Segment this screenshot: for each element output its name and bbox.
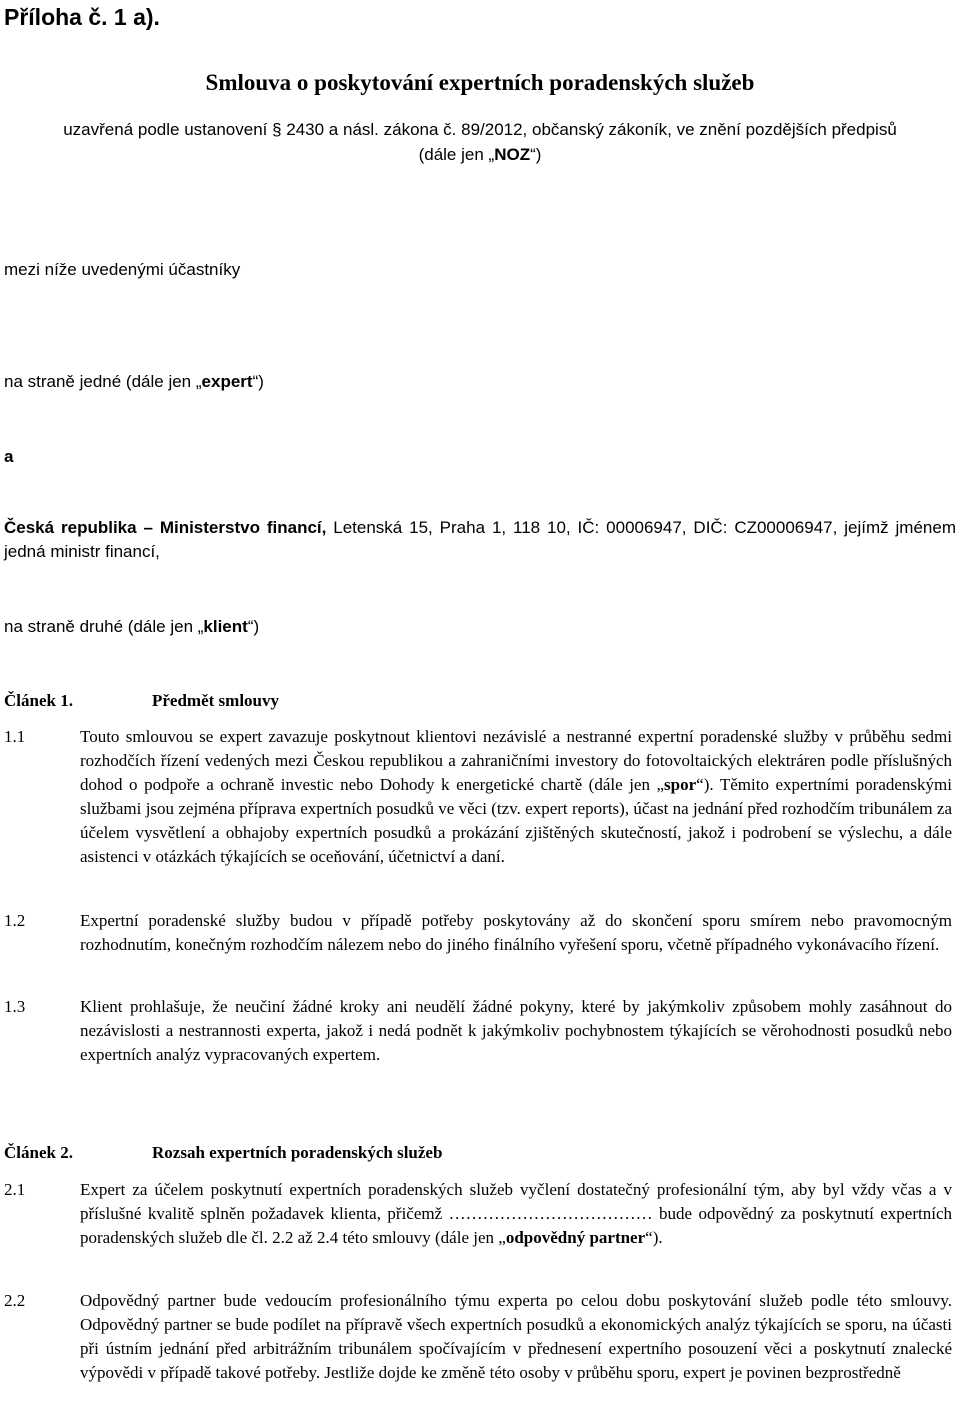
clause-number: 1.2: [4, 911, 26, 930]
clause-number: 2.1: [4, 1180, 26, 1199]
subtitle-line-2: (dále jen „NOZ“): [418, 145, 542, 164]
clause-1-1-text: Touto smlouvou se expert zavazuje poskytnout klientovi nezávislé a nestranné expertní poradenské služby v průběhu sedmi rozhodčích řízení vedených mezi Českou republikou a zahraničními investory do fotovoltaických elektráren podle příslušných dohod o podpoře a ochraně investic nebo Dohody k energetické chartě (dále jen „spor“). Těmito expertními poradenskými službami jsou zejména příprava expertních posudků ve věci (tzv. expert reports), účast na jednání před rozhodčím tribunálem za účelem vysvětlení a obhajoby expertních posudků a prokázání zjištěných skutečností, jakož i podrobení se výslechu, a dále asistenci v otázkách týkajících se oceňování, účetnictví a daní.: [80, 727, 952, 866]
conjunction-and: a: [4, 447, 14, 466]
party-expert: na straně jedné (dále jen „expert“): [4, 372, 264, 391]
clause-number: 1.3: [4, 997, 26, 1016]
party-client-details: Česká republika – Ministerstvo financí, Letenská 15, Praha 1, 118 10, IČ: 00006947, DIČ: CZ00006947, jejímž jménem jedná ministr financí,: [4, 518, 956, 561]
annex-label: Příloha č. 1 a).: [4, 4, 160, 30]
article-1-heading: Předmět smlouvy: [152, 691, 280, 710]
clause-number: 2.2: [4, 1291, 26, 1310]
contract-title: Smlouva o poskytování expertních poradenských služeb: [205, 70, 755, 95]
article-2-heading: Rozsah expertních poradenských služeb: [152, 1143, 443, 1162]
article-2-label: Článek 2.: [4, 1143, 73, 1162]
article-1-label: Článek 1.: [4, 691, 73, 710]
clause-2-1-text: Expert za účelem poskytnutí expertních poradenských služeb vyčlení dostatečný profesionální tým, aby byl vždy včas a v příslušné kvalitě splněn požadavek klienta, přičemž ……………………………… bude odpovědný za poskytnutí expertních poradenských služeb dle čl. 2.2 až 2.4 této smlouvy (dále jen „odpovědný partner“).: [80, 1180, 952, 1247]
subtitle-line-1: uzavřená podle ustanovení § 2430 a násl. zákona č. 89/2012, občanský zákoník, ve znění pozdějších předpisů: [63, 120, 897, 139]
parties-intro: mezi níže uvedenými účastníky: [4, 260, 241, 279]
party-client-role: na straně druhé (dále jen „klient“): [4, 617, 260, 636]
clause-1-3-text: Klient prohlašuje, že neučiní žádné kroky ani neudělí žádné pokyny, které by jakýmkoliv způsobem mohly zasáhnout do nezávislosti a nestrannosti experta, jakož i nedá podnět k jakýmkoliv pochybnostem týkajících se věrohodnosti posudků nebo expertních analýz vypracovaných expertem.: [80, 997, 952, 1064]
clause-2-2-text: Odpovědný partner bude vedoucím profesionálního týmu experta po celou dobu poskytování služeb podle této smlouvy. Odpovědný partner se bude podílet na přípravě všech expertních posudků a ekonomických analýz týkajících se sporu, na účasti při ústním jednání před arbitrážním tribunálem spočívajícím v přednesení expertního posouzení věci a poskytnutí znalecké výpovědi v případě takové potřeby. Jestliže dojde ke změně této osoby v průběhu sporu, expert je povinen bezprostředně: [80, 1291, 952, 1382]
clause-1-2-text: Expertní poradenské služby budou v případě potřeby poskytovány až do skončení sporu smírem nebo pravomocným rozhodnutím, konečným rozhodčím nálezem nebo do jiného finálního vyřešení sporu, včetně případného vykonávacího řízení.: [80, 911, 952, 954]
clause-number: 1.1: [4, 727, 26, 746]
